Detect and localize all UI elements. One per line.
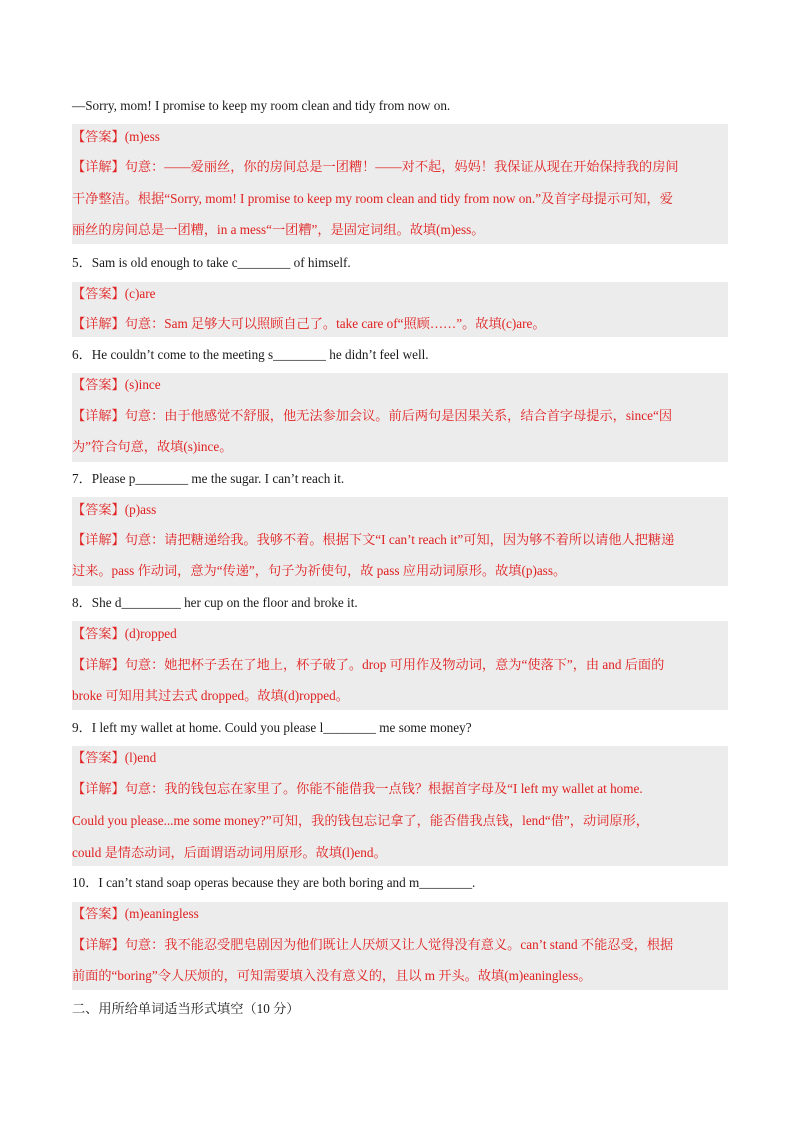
answer-block [72,282,728,337]
answer-line [72,284,728,304]
detail-text: 句意：——爱丽丝，你的房间总是一团糟！——对不起，妈妈！我保证从现在开始保持我的房间 [124,159,679,174]
detail-tag: 【详解】 [72,408,125,423]
detail-text: 句意：由于他感觉不舒服，他无法参加会议。前后两句是因果关系，结合首字母提示，since“因 [124,408,673,423]
detail-line [72,655,728,675]
question-text: 8．She d_________ her cup on the floor and broke it. [72,595,358,610]
detail-tag: 【详解】 [72,532,125,547]
answer-tag: 【答案】 [72,502,125,517]
section-heading: 二、用所给单词适当形式填空（10 分） [72,1001,300,1016]
question-text: 10．I can’t stand soap operas because they are both boring and m________. [72,875,476,890]
answer-value: (p)ass [124,502,157,517]
detail-line: 前面的“boring”令人厌烦的，可知需要填入没有意义的，且以 m 开头。故填(m)eaningless。 [72,968,592,983]
detail-tag: 【详解】 [72,316,125,331]
detail-line [72,314,728,334]
question-text: 7．Please p________ me the sugar. I can’t reach it. [72,471,345,486]
detail-line [72,779,728,799]
answer-line [72,500,728,520]
answer-tag: 【答案】 [72,750,125,765]
detail-line: 干净整洁。根据“Sorry, mom! I promise to keep my room clean and tidy from now on.”及首字母提示可知，爱 [72,191,673,206]
answer-tag: 【答案】 [72,129,125,144]
answer-value: (d)ropped [124,626,177,641]
answer-value: (l)end [124,750,157,765]
detail-text: 句意：我不能忍受肥皂剧因为他们既让人厌烦又让人觉得没有意义。can’t stand 不能忍受，根据 [124,937,674,952]
detail-line: could 是情态动词，后面谓语动词用原形。故填(l)end。 [72,845,387,860]
detail-tag: 【详解】 [72,781,125,796]
detail-line [72,157,728,177]
answer-value: (m)eaningless [124,906,199,921]
detail-text: 句意：请把糖递给我。我够不着。根据下文“I can’t reach it”可知，因为够不着所以请他人把糖递 [124,532,675,547]
detail-line [72,530,728,550]
detail-text: 句意：我的钱包忘在家里了。你能不能借我一点钱？根据首字母及“I left my wallet at home. [124,781,643,796]
detail-line: Could you please...me some money?”可知，我的钱包忘记拿了，能否借我点钱，lend“借”，动词原形， [72,813,649,828]
question-text: —Sorry, mom! I promise to keep my room clean and tidy from now on. [72,98,451,113]
answer-line [72,127,728,147]
detail-text: 句意：Sam 足够大可以照顾自己了。take care of“照顾……”。故填(c)are。 [124,316,546,331]
answer-tag: 【答案】 [72,626,125,641]
answer-line [72,624,728,644]
answer-tag: 【答案】 [72,906,125,921]
answer-tag: 【答案】 [72,286,125,301]
answer-line [72,904,728,924]
answer-block [72,373,728,462]
detail-line [72,406,728,426]
detail-line: 为”符合句意，故填(s)ince。 [72,439,233,454]
answer-block [72,621,728,710]
answer-value: (s)ince [124,377,161,392]
answer-line [72,375,728,395]
answer-block [72,497,728,586]
detail-line: 过来。pass 作动词，意为“传递”，句子为祈使句，故 pass 应用动词原形。故填(p)ass。 [72,563,567,578]
detail-tag: 【详解】 [72,159,125,174]
detail-tag: 【详解】 [72,657,125,672]
question-text: 5．Sam is old enough to take c________ of himself. [72,255,351,270]
answer-tag: 【答案】 [72,377,125,392]
detail-line: broke 可知用其过去式 dropped。故填(d)ropped。 [72,688,349,703]
answer-block [72,124,728,244]
question-text: 6．He couldn’t come to the meeting s________ he didn’t feel well. [72,347,429,362]
question-text: 9．I left my wallet at home. Could you please l________ me some money? [72,720,472,735]
detail-line: 丽丝的房间总是一团糟，in a mess“一团糟”，是固定词组。故填(m)ess。 [72,222,485,237]
answer-line [72,748,728,768]
detail-tag: 【详解】 [72,937,125,952]
answer-block [72,746,728,866]
detail-line [72,935,728,955]
answer-value: (c)are [124,286,156,301]
answer-value: (m)ess [124,129,160,144]
detail-text: 句意：她把杯子丢在了地上，杯子破了。drop 可用作及物动词，意为“使落下”，由 and 后面的 [124,657,665,672]
answer-block [72,902,728,990]
